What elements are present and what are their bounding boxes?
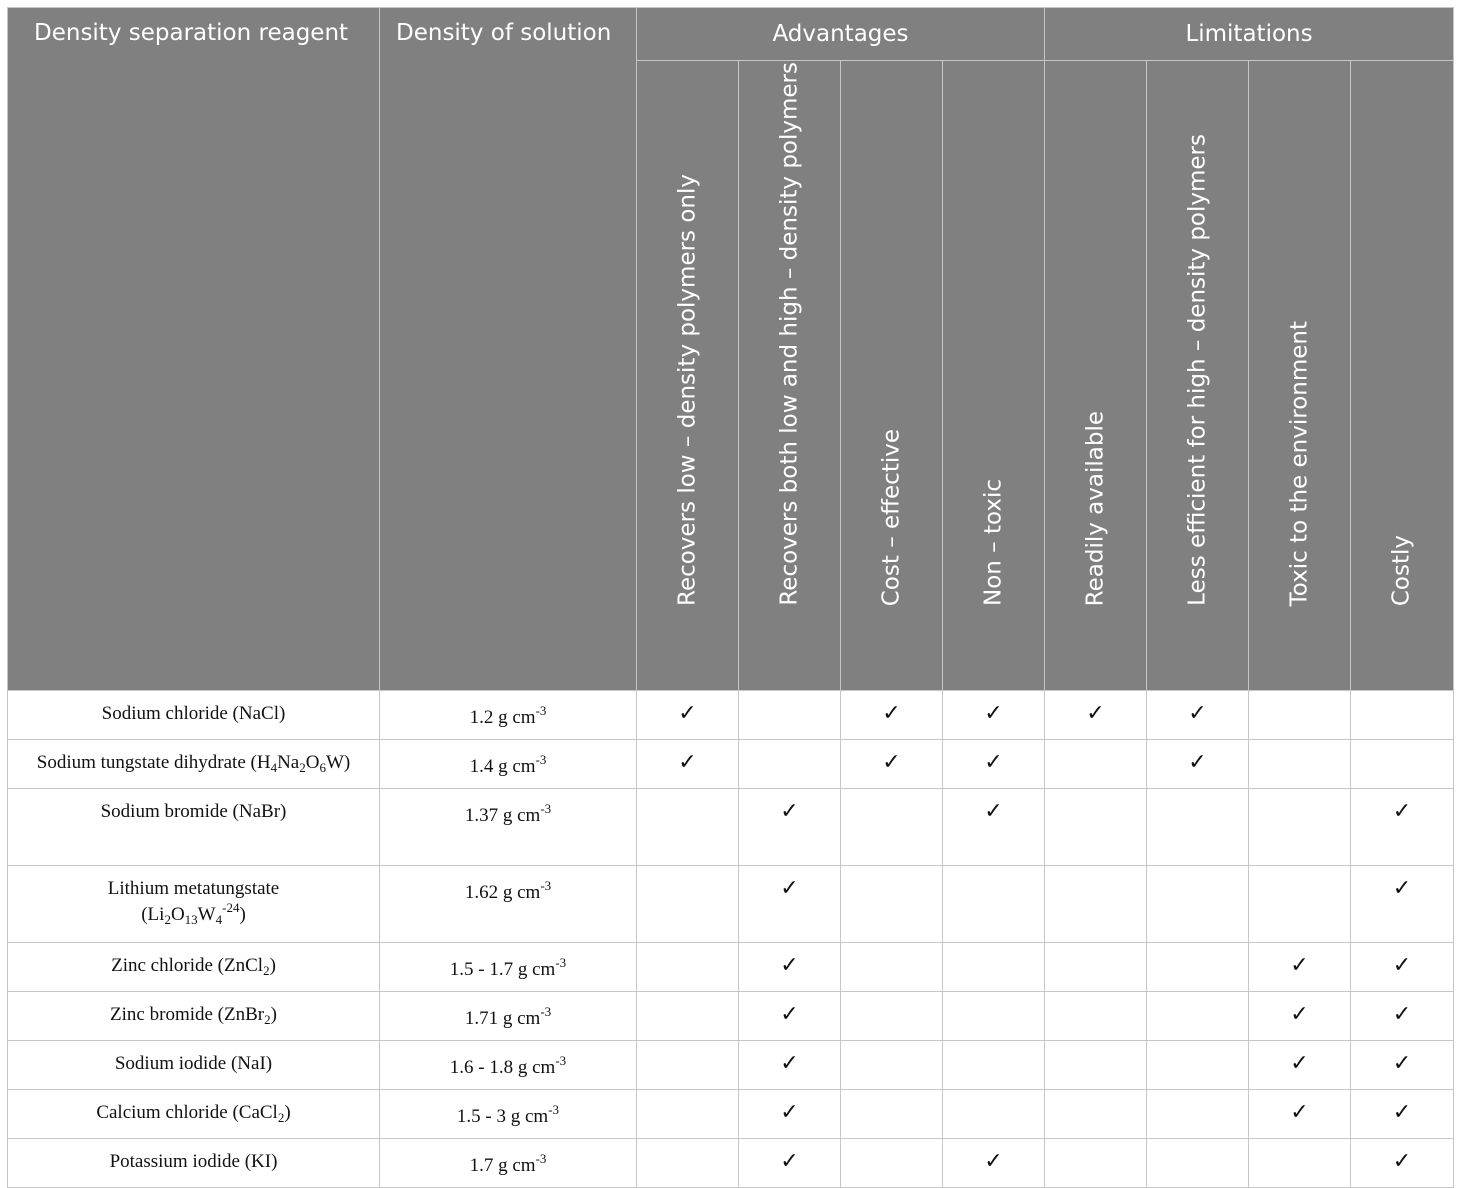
check-mark-icon: ✓ <box>1045 691 1147 740</box>
reagent-name: Sodium iodide (NaI) <box>8 1041 380 1090</box>
empty-cell <box>739 691 841 740</box>
empty-cell <box>841 1139 943 1188</box>
header-density: Density of solution <box>380 8 637 691</box>
density-value: 1.62 g $cm^{-3}$ <box>380 866 637 943</box>
check-mark-icon: ✓ <box>637 691 739 740</box>
empty-cell <box>637 992 739 1041</box>
check-mark-icon: ✓ <box>739 1041 841 1090</box>
empty-cell <box>1147 1139 1249 1188</box>
table-row <box>8 866 1454 943</box>
empty-cell <box>841 1041 943 1090</box>
check-mark-icon: ✓ <box>1249 992 1351 1041</box>
empty-cell <box>1249 1139 1351 1188</box>
check-mark-icon: ✓ <box>637 740 739 789</box>
table-row <box>8 740 1454 789</box>
check-mark-icon: ✓ <box>739 789 841 866</box>
header-advantages: Advantages <box>637 8 1045 61</box>
table-row <box>8 1139 1454 1188</box>
check-mark-icon: ✓ <box>1351 866 1454 943</box>
check-mark-icon: ✓ <box>1351 943 1454 992</box>
empty-cell <box>943 1090 1045 1139</box>
check-mark-icon: ✓ <box>1351 1139 1454 1188</box>
reagent-name: Zinc chloride (ZnCl$_2$) <box>8 943 380 992</box>
check-mark-icon: ✓ <box>1249 1090 1351 1139</box>
density-value: 1.4 g $cm^{-3}$ <box>380 740 637 789</box>
reagent-name: Lithium metatungstate $(Li_2O_{13}W_4^{-24})$ <box>8 866 380 943</box>
table-row <box>8 1041 1454 1090</box>
empty-cell <box>1147 943 1249 992</box>
empty-cell <box>1045 992 1147 1041</box>
table-row <box>8 1090 1454 1139</box>
check-mark-icon: ✓ <box>1351 1090 1454 1139</box>
empty-cell <box>1249 740 1351 789</box>
empty-cell <box>841 1090 943 1139</box>
header-limitations: Limitations <box>1045 8 1454 61</box>
reagent-name: Zinc bromide (ZnBr$_2$) <box>8 992 380 1041</box>
check-mark-icon: ✓ <box>1249 1041 1351 1090</box>
empty-cell <box>1147 992 1249 1041</box>
empty-cell <box>1147 866 1249 943</box>
header-recovers-low-only: Recovers low – density polymers only <box>637 61 739 691</box>
header-less-efficient-high-density: Less efficient for high – density polymers <box>1147 61 1249 691</box>
empty-cell <box>1147 789 1249 866</box>
density-value: 1.6 - 1.8 g $cm^{-3}$ <box>380 1041 637 1090</box>
check-mark-icon: ✓ <box>1351 1041 1454 1090</box>
reagent-name: Sodium tungstate dihydrate $(H_4Na_2O_6W)$ <box>8 740 380 789</box>
empty-cell <box>1045 866 1147 943</box>
density-value: 1.5 - 1.7 g $cm^{-3}$ <box>380 943 637 992</box>
empty-cell <box>637 866 739 943</box>
check-mark-icon: ✓ <box>1351 789 1454 866</box>
empty-cell <box>637 789 739 866</box>
check-mark-icon: ✓ <box>739 1090 841 1139</box>
empty-cell <box>1045 1090 1147 1139</box>
empty-cell <box>1249 789 1351 866</box>
check-mark-icon: ✓ <box>739 1139 841 1188</box>
header-cost-effective: Cost – effective <box>841 61 943 691</box>
empty-cell <box>1147 1041 1249 1090</box>
empty-cell <box>841 943 943 992</box>
table-row <box>8 943 1454 992</box>
table-row <box>8 992 1454 1041</box>
empty-cell <box>943 992 1045 1041</box>
check-mark-icon: ✓ <box>841 691 943 740</box>
empty-cell <box>943 866 1045 943</box>
empty-cell <box>1351 691 1454 740</box>
check-mark-icon: ✓ <box>841 740 943 789</box>
empty-cell <box>1045 740 1147 789</box>
empty-cell <box>1045 789 1147 866</box>
empty-cell <box>1351 740 1454 789</box>
density-reagent-table <box>7 7 1454 1188</box>
header-non-toxic: Non – toxic <box>943 61 1045 691</box>
empty-cell <box>841 866 943 943</box>
empty-cell <box>943 1041 1045 1090</box>
empty-cell <box>1045 1139 1147 1188</box>
empty-cell <box>1249 691 1351 740</box>
table-row <box>8 789 1454 866</box>
check-mark-icon: ✓ <box>943 740 1045 789</box>
empty-cell <box>841 789 943 866</box>
empty-cell <box>1045 943 1147 992</box>
empty-cell <box>637 943 739 992</box>
reagent-name: Sodium bromide (NaBr) <box>8 789 380 866</box>
empty-cell <box>637 1139 739 1188</box>
check-mark-icon: ✓ <box>1351 992 1454 1041</box>
check-mark-icon: ✓ <box>1147 691 1249 740</box>
density-value: 1.37 g $cm^{-3}$ <box>380 789 637 866</box>
check-mark-icon: ✓ <box>739 992 841 1041</box>
empty-cell <box>943 943 1045 992</box>
check-mark-icon: ✓ <box>739 943 841 992</box>
density-value: 1.7 g $cm^{-3}$ <box>380 1139 637 1188</box>
table-header <box>8 8 1454 691</box>
empty-cell <box>1249 866 1351 943</box>
header-costly: Costly <box>1351 61 1454 691</box>
table-row <box>8 691 1454 740</box>
empty-cell <box>637 1041 739 1090</box>
check-mark-icon: ✓ <box>1249 943 1351 992</box>
header-toxic-environment: Toxic to the environment <box>1249 61 1351 691</box>
reagent-name: Sodium chloride (NaCl) <box>8 691 380 740</box>
check-mark-icon: ✓ <box>943 1139 1045 1188</box>
header-readily-available: Readily available <box>1045 61 1147 691</box>
empty-cell <box>1045 1041 1147 1090</box>
empty-cell <box>841 992 943 1041</box>
empty-cell <box>1147 1090 1249 1139</box>
density-value: 1.71 g $cm^{-3}$ <box>380 992 637 1041</box>
check-mark-icon: ✓ <box>943 789 1045 866</box>
reagent-name: Calcium chloride (CaCl$_2$) <box>8 1090 380 1139</box>
reagent-name: Potassium iodide (KI) <box>8 1139 380 1188</box>
empty-cell <box>637 1090 739 1139</box>
density-value: 1.5 - 3 g $cm^{-3}$ <box>380 1090 637 1139</box>
header-reagent: Density separation reagent <box>8 8 380 691</box>
check-mark-icon: ✓ <box>1147 740 1249 789</box>
check-mark-icon: ✓ <box>739 866 841 943</box>
check-mark-icon: ✓ <box>943 691 1045 740</box>
header-recovers-both: Recovers both low and high – density polymers <box>739 61 841 691</box>
table-body <box>8 691 1454 1188</box>
empty-cell <box>739 740 841 789</box>
density-value: 1.2 g $cm^{-3}$ <box>380 691 637 740</box>
